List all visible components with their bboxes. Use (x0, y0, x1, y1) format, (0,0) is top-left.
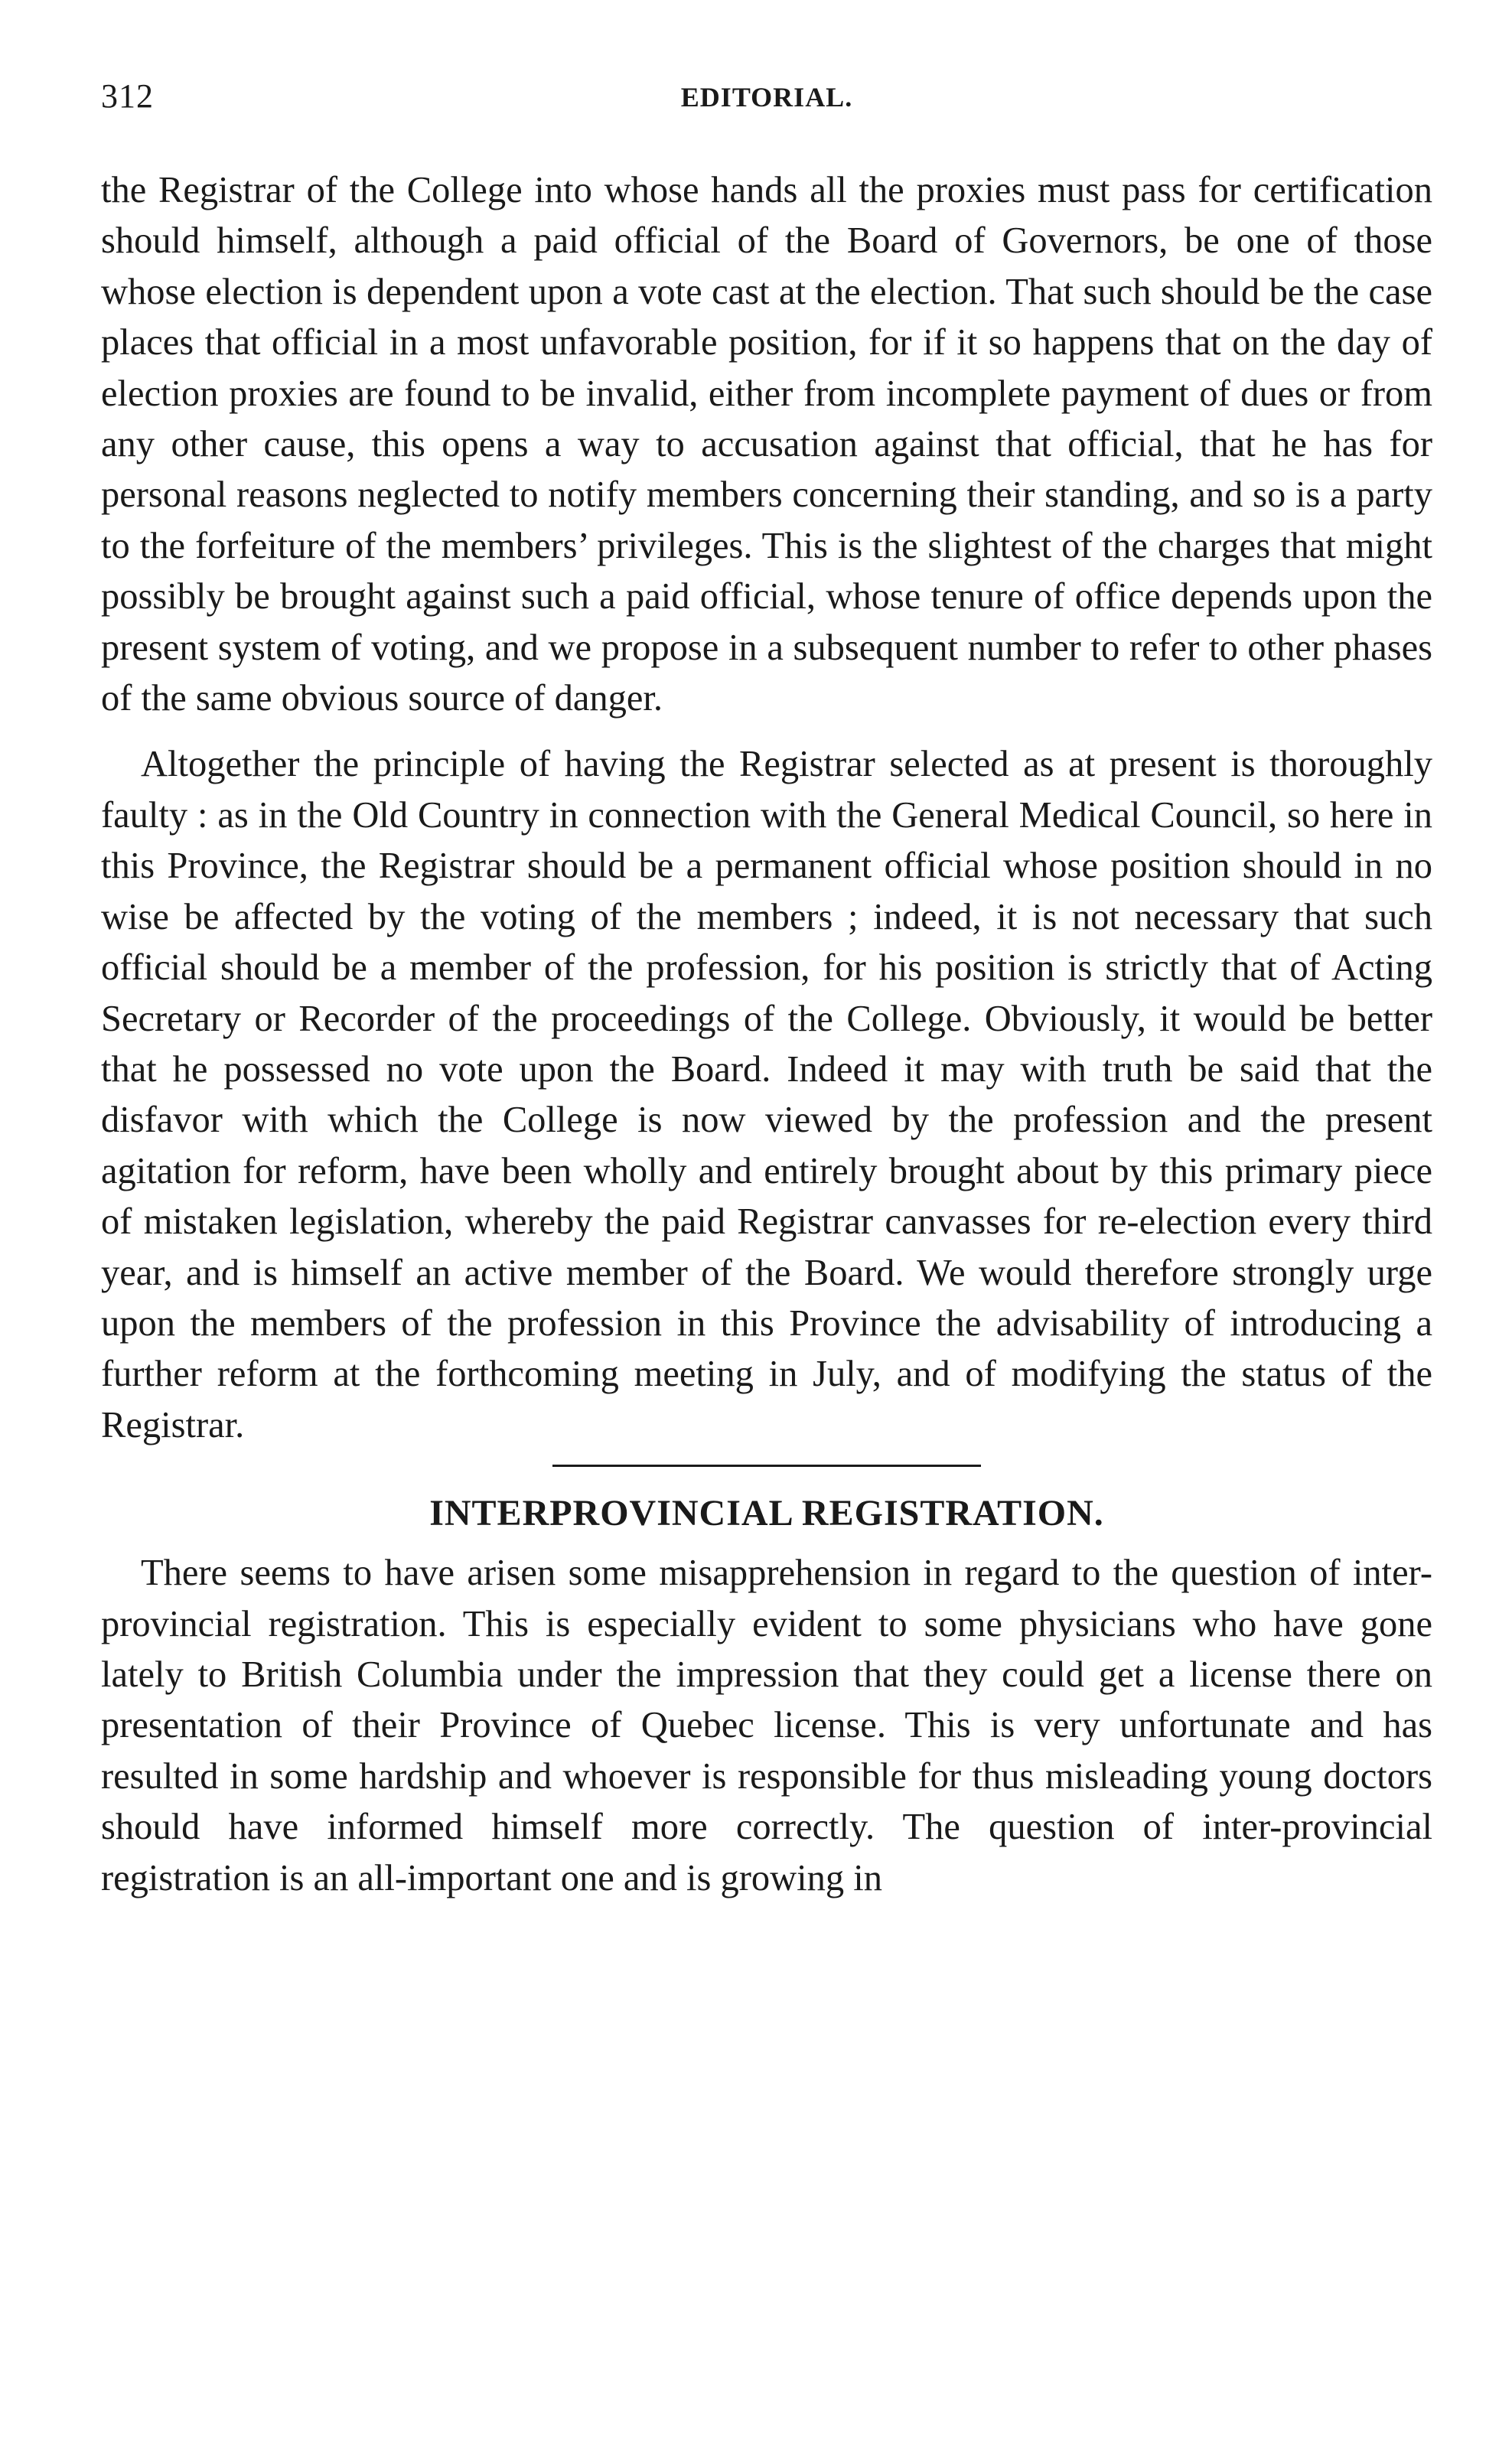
paragraph-interprovincial: There seems to have arisen some misapprehension in regard to the question of inter-provincial registration. This is especially evident to some physicians who have gone lately to British Columbia under the impression that they could get a license there on presentation of their Province of Quebec license. This is very unfortunate and has resulted in some hardship and whoever is responsible for thus misleading young doctors should have informed himself more correctly. The question of inter-provincial registration is an all-important one and is growing in (101, 1553, 1432, 1898)
paragraph-registrar-principle: Altogether the principle of having the Registrar selected as at present is thoroughly faulty : as in the Old Country in connection with the General Medical Council, so here in this Province, the Registrar should be a permanent official whose position should in no wise be affected by the voting of the members ; indeed, it is not necessary that such official should be a member of the profession, for his position is strictly that of Acting Secretary or Recorder of the proceedings of the College. Obviously, it would be better that he possessed no vote upon the Board. Indeed it may with truth be said that the disfavor with which the College is now viewed by the profession and the present agitation for reform, have been wholly and entirely brought about by this primary piece of mistaken legislation, whereby the paid Registrar canvasses for re-election every third year, and is himself an active member of the Board. We would therefore strongly urge upon the members of the profession in this Province the advisability of introducing a further reform at the forthcoming meeting in July, and of modifying the status of the Registrar. (101, 744, 1432, 1445)
page-number: 312 (101, 77, 154, 115)
section-heading: INTERPROVINCIAL REGISTRATION. (429, 1493, 1104, 1534)
running-header (101, 77, 1432, 125)
paragraph-continued: the Registrar of the College into whose hands all the proxies must pass for certification should himself, although a paid official of the Board of Governors, be one of those whose election is dependent upon a vote cast at the election. That such should be the case places that official in a most unfavorable position, for if it so happens that on the day of election proxies are found to be invalid, either from incomplete payment of dues or from any other cause, this opens a way to accusation against that official, that he has for personal reasons neglected to notify members concerning their standing, and so is a party to the forfeiture of the members’ privileges. This is the slightest of the charges that might possibly be brought against such a paid official, whose tenure of office depends upon the present system of voting, and we propose in a subsequent number to refer to other phases of the same obvious source of danger. (101, 170, 1432, 719)
running-title: EDITORIAL. (680, 82, 853, 112)
section-divider (552, 1465, 981, 1467)
document-page (101, 77, 1432, 1904)
